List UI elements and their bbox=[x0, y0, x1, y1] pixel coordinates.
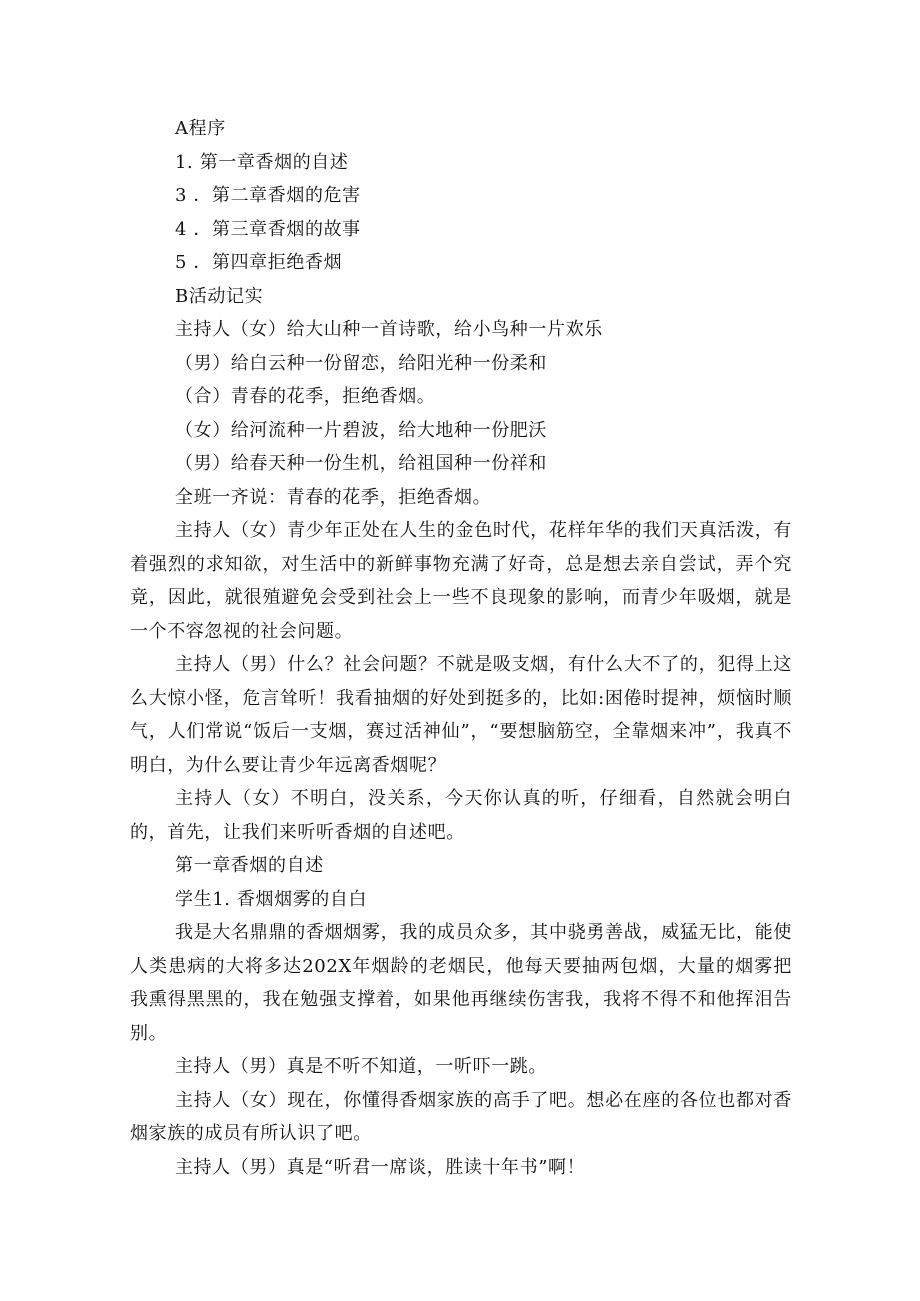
paragraph: 主持人（女）现在，你懂得香烟家族的高手了吧。想必在座的各位也都对香烟家族的成员有所认识了吧。 bbox=[130, 1089, 792, 1144]
document-body bbox=[130, 112, 792, 1184]
program-item: 5 ．第四章拒绝香烟 bbox=[175, 252, 343, 273]
program-item: 1. 第一章香烟的自述 bbox=[175, 151, 349, 173]
opening-class-line: 全班一齐说：青春的花季，拒绝香烟。 bbox=[175, 486, 492, 508]
opening-female-2: （女）给河流种一片碧波，给大地种一份肥沃 bbox=[175, 419, 547, 441]
paragraph: 主持人（男）什么？社会问题？不就是吸支烟，有什么大不了的，犯得上这么大惊小怪，危言耸听！我看抽烟的好处到挺多的，比如:困倦时提神，烦恼时顺气，人们常说“饭后一支烟，赛过活神仙”，“要想脑筋空，全靠烟来冲”，我真不明白，为什么要让青少年远离香烟呢？ bbox=[130, 654, 792, 776]
program-item: 3 ．第二章香烟的危害 bbox=[175, 185, 361, 206]
program-item: 4 ．第三章香烟的故事 bbox=[175, 218, 361, 240]
paragraph: 主持人（女）不明白，没关系，今天你认真的听，仔细看，自然就会明白的，首先，让我们来听听香烟的自述吧。 bbox=[130, 788, 792, 843]
student-title: 学生1. 香烟烟雾的自白 bbox=[175, 888, 368, 910]
section-a-heading: A程序 bbox=[175, 118, 226, 139]
opening-together: （合）青春的花季，拒绝香烟。 bbox=[175, 386, 436, 407]
opening-male-2: （男）给春天种一份生机，给祖国种一份祥和 bbox=[175, 453, 547, 474]
section-b-heading: B活动记实 bbox=[175, 285, 264, 307]
opening-male-1: （男）给白云种一份留恋，给阳光种一份柔和 bbox=[175, 352, 547, 374]
paragraph: 主持人（男）真是不听不知道，一听吓一跳。 bbox=[175, 1056, 547, 1077]
paragraph: 主持人（女）青少年正处在人生的金色时代，花样年华的我们天真活泼，有着强烈的求知欲，对生活中的新鲜事物充满了好奇，总是想去亲自尝试，弄个究竟，因此，就很殖避免会受到社会上一些不良现象的影响，而青少年吸烟，就是一个不容忽视的社会问题。 bbox=[130, 520, 792, 642]
opening-host-female: 主持人（女）给大山种一首诗歌，给小鸟种一片欢乐 bbox=[175, 319, 603, 340]
paragraph: 我是大名鼎鼎的香烟烟雾，我的成员众多，其中骁勇善战，威猛无比，能使人类患病的大将多达202X年烟龄的老烟民，他每天要抽两包烟，大量的烟雾把我熏得黑黑的，我在勉强支撑着，如果他再继续伤害我，我将不得不和他挥泪告别。 bbox=[130, 922, 792, 1044]
paragraph: 主持人（男）真是“听君一席谈，胜读十年书”啊！ bbox=[175, 1156, 586, 1178]
chapter-1-title: 第一章香烟的自述 bbox=[175, 855, 324, 876]
